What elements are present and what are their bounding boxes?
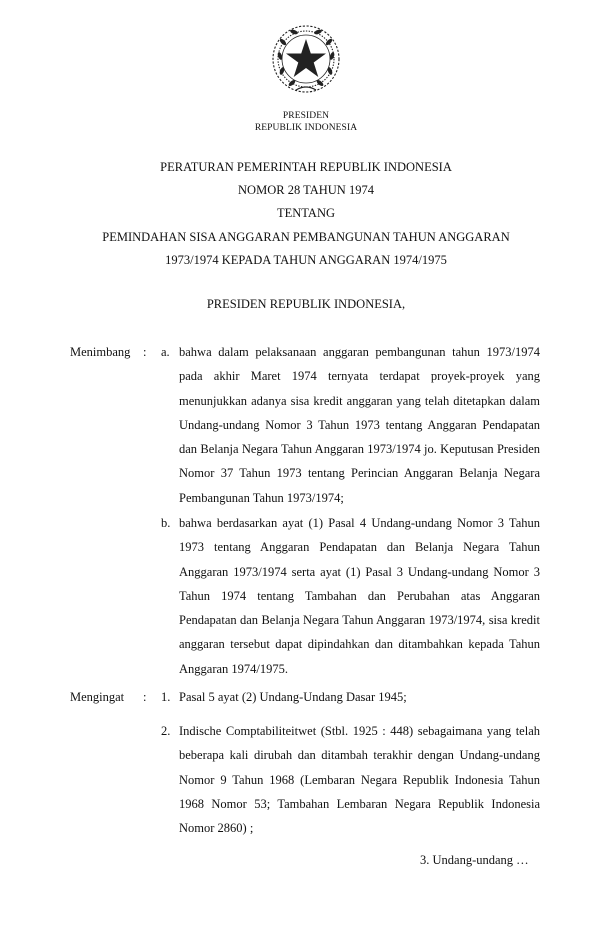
title-number: NOMOR 28 TAHUN 1974 xyxy=(238,183,374,197)
title-subject-line1: PEMINDAHAN SISA ANGGARAN PEMBANGUNAN TAHUN ANGGARAN xyxy=(102,230,510,244)
mengingat-label: Mengingat xyxy=(70,690,125,704)
menimbang-item-b-marker: b. xyxy=(161,516,171,530)
menimbang-item-b-text: bahwa berdasarkan ayat (1) Pasal 4 Undang-undang Nomor 3 Tahun 1973 tentang Anggaran Pendapatan dan Belanja Negara Tahun Anggaran 1973/1974 serta ayat (1) Pasal 3 Undang-undang Nomor 3 Tahun 1974 tentang Tambahan dan Perubahan atas Anggaran Pendapatan dan Belanja Negara Tahun Anggaran 1973/1974, sisa kredit anggaran tersebut dapat dipindahkan dan ditambahkan kepada Tahun Anggaran 1974/1975. xyxy=(179,516,540,676)
issuer-line-republic: REPUBLIK INDONESIA xyxy=(254,123,358,133)
title-subject-line2: 1973/1974 KEPADA TAHUN ANGGARAN 1974/1975 xyxy=(165,253,447,267)
page-continuation-catchword: 3. Undang-undang … xyxy=(420,853,529,867)
menimbang-colon: : xyxy=(143,345,147,359)
preamble: PRESIDEN REPUBLIK INDONESIA, xyxy=(206,297,406,311)
title-regulation: PERATURAN PEMERINTAH REPUBLIK INDONESIA xyxy=(160,160,452,174)
mengingat-colon: : xyxy=(143,690,147,704)
menimbang-label: Menimbang xyxy=(70,345,131,359)
mengingat-item-1-marker: 1. xyxy=(161,690,171,704)
garuda-star-wreath-emblem-icon xyxy=(270,24,342,94)
title-about: TENTANG xyxy=(276,206,335,220)
mengingat-item-2-marker: 2. xyxy=(161,724,171,738)
mengingat-item-2-text: Indische Comptabiliteitwet (Stbl. 1925 : 448) sebagaimana yang telah beberapa kali dirubah dan ditambah terakhir dengan Undang-undang Nomor 9 Tahun 1968 (Lembaran Negara Republik Indonesia Tahun 1968 Nomor 53; Tambahan Lembaran Negara Republik Indonesia Nomor 2860) ; xyxy=(179,724,540,836)
issuer-line-president: PRESIDEN xyxy=(282,111,330,121)
menimbang-item-a-text: bahwa dalam pelaksanaan anggaran pembangunan tahun 1973/1974 pada akhir Maret 1974 ternyata terdapat proyek-proyek yang menunjukkan adanya sisa kredit anggaran yang telah ditetapkan dalam Undang-undang Nomor 3 Tahun 1973 tentang Anggaran Pendapatan dan Belanja Negara Tahun Anggaran 1973/1974 jo. Keputusan Presiden Nomor 37 Tahun 1973 tentang Perincian Anggaran Belanja Negara Pembangunan Tahun 1973/1974; xyxy=(179,345,540,505)
mengingat-item-1-text: Pasal 5 ayat (2) Undang-Undang Dasar 1945; xyxy=(179,690,407,704)
menimbang-item-a-marker: a. xyxy=(161,345,170,359)
